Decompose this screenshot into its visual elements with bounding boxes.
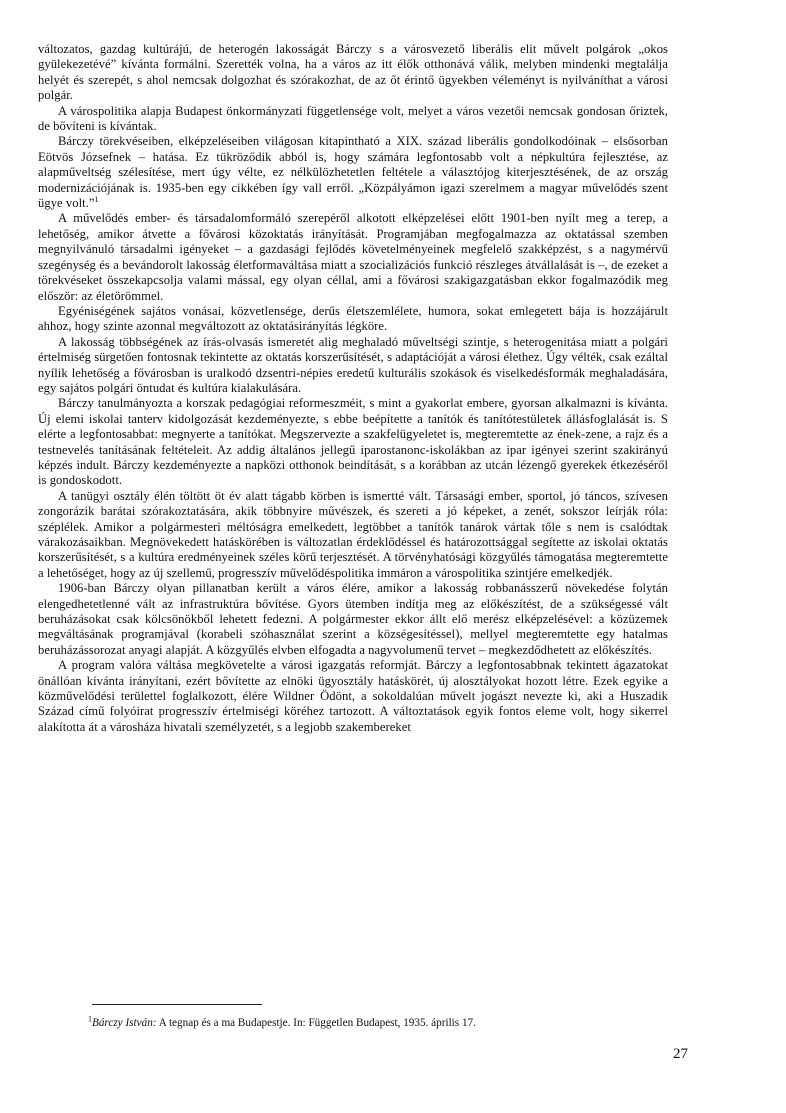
page-body — [38, 42, 668, 735]
paragraph: változatos, gazdag kultúrájú, de heterogén lakosságát Bárczy s a városvezető liberális elit művelt polgárok „okos gyülekezetévé” kívánta formálni. Szerették volna, ha a város az itt élők otthonává válik, melyben mindenki megtalálja helyét és szerepét, s ahol nemcsak dolgozhat és szórakozhat, de az őt érintő ügyekben véleményt is nyilváníthat a városi polgár. — [38, 42, 668, 103]
footnote-divider — [92, 1004, 262, 1005]
footnote — [88, 1016, 688, 1030]
paragraph: A tanügyi osztály élén töltött öt év alatt tágabb körben is ismertté vált. Társasági ember, sportol, jó táncos, szívesen zongorázik barátai szórakoztatására, akik többnyire művészek, és szereti a jó képeket, a zenét, sokszor leírják róla: széplélek. Amikor a polgármesteri méltóságra emelkedett, legtöbbet a tanítók tanárok vártak tőle s nem is csalódtak várakozásaikban. Megnövekedett hatáskörében is változatlan érdeklődéssel és határozottsággal segítette az iskolai oktatás korszerűsítését, s a kultúra eredményeinek széles körű terjesztését. A törvényhatósági közgyűlés támogatása megteremtette a lehetőséget, hogy az új szellemű, progresszív művelődéspolitika immáron a várospolitika szintjére emelkedjék. — [38, 488, 668, 580]
paragraph: A program valóra váltása megkövetelte a városi igazgatás reformját. Bárczy a legfontosabbnak tekintett ágazatokat önállóan kívánta irányítani, ezért bővítette az elnöki ügyosztály hatáskörét, új alosztályokat hozott létre. Ezek egyike a közművelődési területtel foglalkozott, élére Wildner Ödönt, a sokoldalúan művelt jogászt nevezte ki, aki a Huszadik Század című folyóirat progresszív értelmiségi köréhez tartozott. A változtatások egyik fontos eleme volt, hogy sikerrel alakította át a városháza hivatali személyzetét, s a legjobb szakembereket — [38, 658, 668, 734]
paragraph: 1906-ban Bárczy olyan pillanatban került a város élére, amikor a lakosság robbanásszerű növekedése folytán elengedhetetlenné vált az infrastruktúra bővítése. Gyors ütemben indítja meg az előkészítést, de a szükségessé vált beruházásokat csak kölcsönökből lehetett fedezni. A polgármester ekkor állt elő merész elképzelésével: a közüzemek megváltásának programjával (korabeli szóhasználat szerint a községesítéssel), mellyel megteremtette egy hatalmas beruházássorozat anyagi alapját. A közgyűlés elvben elfogadta a nagyvolumenű tervet – megkezdődhetett az előkészítés. — [38, 581, 668, 657]
paragraph-text: Bárczy törekvéseiben, elképzeléseiben világosan kitapintható a XIX. század liberális gondolkodóinak – elsősorban Eötvös Józsefnek – hatása. Ez tükröződik abból is, hogy számára legfontosabb volt a népkultúra fejlesztése, az alapműveltség szélesítése, mert úgy vélte, ez nélkülözhetetlen feltétele a választójog kiterjesztésének, de az ország modernizációjának is. 1935-ben egy cikkében így vall erről. „Közpályámon igazi szerelmem a magyar művelődés szent ügye volt.” — [38, 134, 668, 211]
footnote-author: Bárczy István: — [92, 1017, 157, 1029]
paragraph: A várospolitika alapja Budapest önkormányzati függetlensége volt, melyet a város vezetői nemcsak gondosan őriztek, de bővíteni is kívántak. — [38, 103, 668, 134]
footnote-number: 1 — [88, 1014, 92, 1024]
footnote-citation: A tegnap és a ma Budapestje. In: Független Budapest, 1935. április 17. — [156, 1017, 476, 1029]
paragraph: A lakosság többségének az írás-olvasás ismeretét alig meghaladó műveltségi szintje, s heterogenitása miatt a polgári értelmiség sürgetően fontosnak tekintette az oktatás korszerűsítését, s adaptációját a városi élethez. Úgy vélték, csak ezáltal nyílik lehetőség a fővárosban is uralkodó dzsentri-népies eredetű kulturális szokások és viselkedésformák meghaladására, egy sajátos polgári öntudat és kultúra kialakulására. — [38, 334, 668, 395]
paragraph: Egyéniségének sajátos vonásai, közvetlensége, derűs életszemlélete, humora, sokat emlegetett bája is hozzájárult ahhoz, hogy szinte azonnal megváltozott az oktatásirányítás légköre. — [38, 303, 668, 334]
body-text — [38, 42, 668, 735]
footnote-reference[interactable]: 1 — [94, 194, 99, 204]
paragraph-with-footnote-ref — [38, 134, 668, 211]
paragraph: Bárczy tanulmányozta a korszak pedagógiai reformeszméit, s mint a gyakorlat embere, gyorsan alkalmazni is kívánta. Új elemi iskolai tanterv kidolgozását kezdeményezte, s ebbe beépítette a tanítók és tanítótestületek állásfoglalását is. S elérte a legfontosabbat: megnyerte a tanítókat. Megszervezte a szakfelügyeletet is, megteremtette az ének-zene, a rajz és a testnevelés tanításának feltételeit. Az addig általános jellegű iparostanonc-iskolákban az ipar igényei szerint szakirányú képzés indult. Bárczy kezdeményezte a napközi otthonok beindítását, s a korábban az utcán lézengő gyerekek étkezéséről is gondoskodott. — [38, 396, 668, 488]
paragraph: A művelődés ember- és társadalomformáló szerepéről alkotott elképzelései előtt 1901-ben nyílt meg a terep, a lehetőség, amikor átvette a fővárosi közoktatás irányítását. Programjában megfogalmazza az oktatással szemben megnyilvánuló társadalmi igényeket – a gazdasági fejlődés követelményeinek megfelelő szakképzést, s a nagymérvű szegénység és a bevándorolt lakosság életformaváltása miatt a szocializációs funkció részleges átvállalását is –, de ezeket a törekvéseket összekapcsolja valami mással, egy olyan céllal, ami a fővárosi szakigazgatásban ekkor fogalmazódik meg először: az életörömmel. — [38, 211, 668, 303]
page-number: 27 — [673, 1046, 688, 1062]
